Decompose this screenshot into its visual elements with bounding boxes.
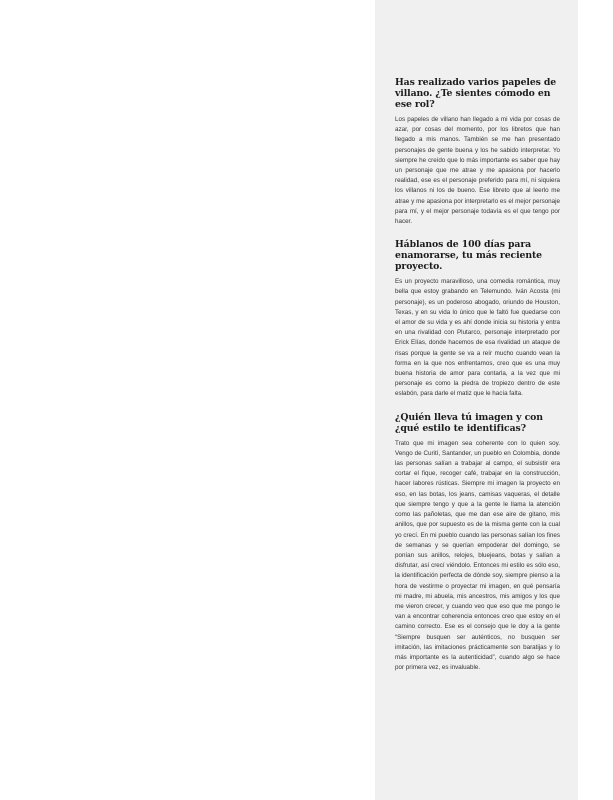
right-margin [578,0,613,800]
interview-section-style [395,412,560,674]
answer-paragraph: Los papeles de villano han llegado a mi vida por cosas de azar, por cosas del momento, por los libretos que han llegado a mis manos. También se me han presentado personajes de gente buena y los he sabido interpretar. Yo siempre he creído que lo más importante es saber que hay un personaje que me atrae y me apasiona por hacerlo realidad, ese es el personaje preferido para mí, ni siquiera los villanos ni los de bueno. Ese libreto que al leerlo me atrae y me apasiona por interpretarlo es el mejor personaje para mí, y el mejor personaje todavía es el que tengo por hacer. [395,116,560,226]
interview-section-villain [395,77,560,227]
answer-paragraph: Trato que mi imagen sea coherente con lo quien soy. Vengo de Curití, Santander, un pueblo en Colombia, donde las personas salían a trabajar al campo, el subsistir era cortar el fique, recoger café, trabajar en la construcción, hacer labores rústicas. Siempre mi imagen la proyecto en eso, en las botas, los jeans, camisas vaqueras, el detalle que siempre tengo y que a la gente le llama la atención como las pañoletas, que me dan ese aire de gitano, mis anillos, que por supuesto es de la misma gente con la cual yo crecí. En mi pueblo cuando las personas salían los fines de semanas y se querían empoderar del domingo, se ponían sus anillos, relojes, bluejeans, botas y salían a disfrutar, así crecí viéndolo. Entonces mi estilo es sólo eso, la identificación perfecta de dónde soy, siempre pienso a la hora de vestirme o proyectar mi imagen, en qué pensaría mi madre, mi abuela, mis ancestros, mis amigos y los que me vieron crecer, y cuando veo que eso que me pongo le van a encontrar coherencia entonces creo que estoy en el camino correcto. Ese es el consejo que le doy a la gente “Siempre busquen ser auténticos, no busquen ser imitación, las imitaciones prácticamente son baratijas y lo más importante es la autenticidad”, cuando algo se hace por primera vez, es invaluable. [395,439,560,672]
question-heading: Háblanos de 100 días para enamorarse, tu más reciente proyecto. [395,239,542,273]
interview-article [395,77,560,685]
interview-section-project [395,239,560,399]
question-heading: ¿Quién lleva tú imagen y con ¿qué estilo te identificas? [395,411,543,434]
question-heading: Has realizado varios papeles de villano. ¿Te sientes cómodo en ese rol? [395,77,557,110]
answer-paragraph: Es un proyecto maravilloso, una comedia romántica, muy bella que estoy grabando en Telemundo. Iván Acosta (mi personaje), es un poderoso abogado, oriundo de Houston, Texas, y en su vida lo único que le faltó fue quedarse con el amor de su vida y es ahí donde inicia su historia y entra en una rivalidad con Plutarco, personaje interpretado por Erick Elías, donde hacemos de esa rivalidad un ataque de risas porque la gente se va a reír mucho cuando vean la forma en la que nos enfrentamos, creo que es una muy buena historia de amor para contarla, a la vez que mi personaje es como la piedra de tropiezo dentro de este eslabón, para darle el matiz que le hacía falta. [395,278,560,398]
